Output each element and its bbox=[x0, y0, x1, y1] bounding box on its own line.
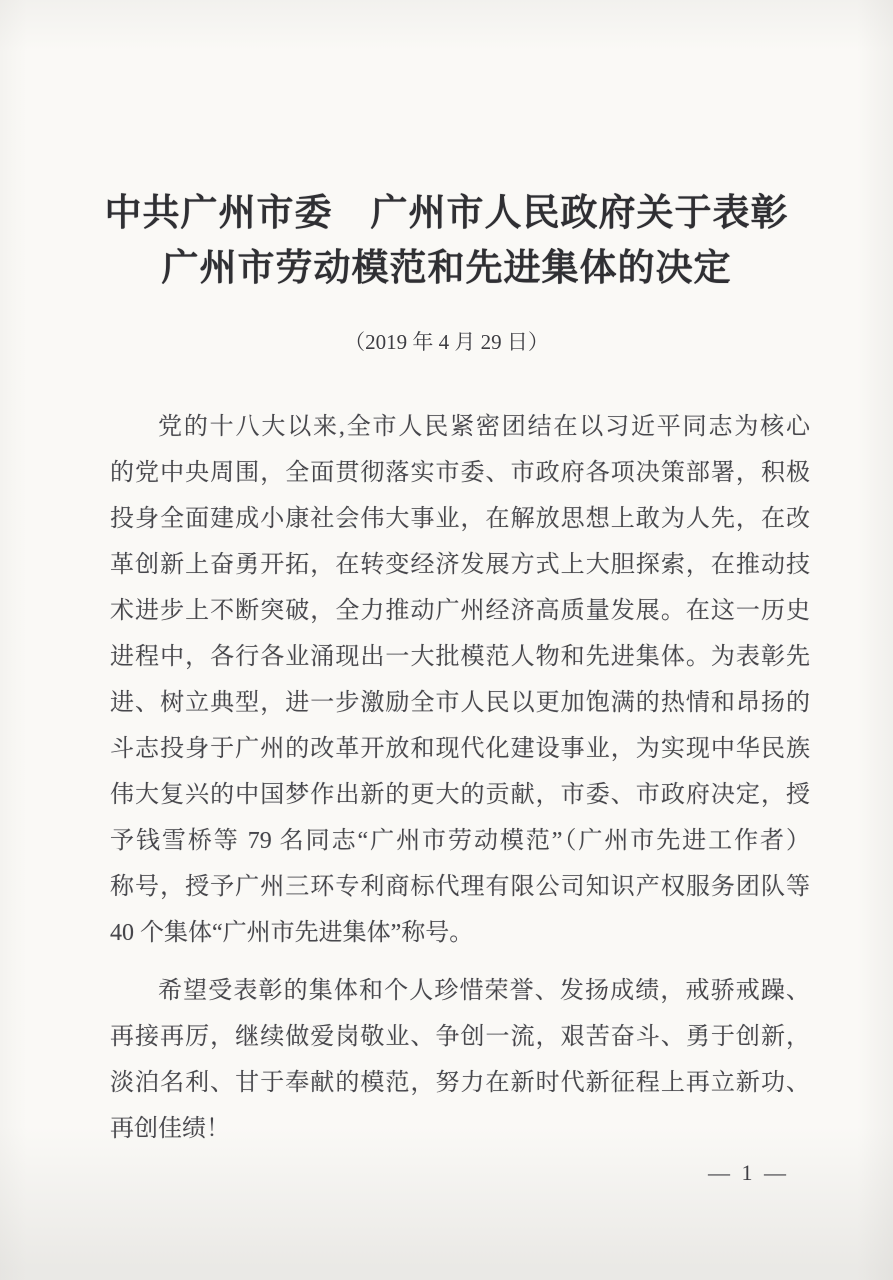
document-title-line-1: 中共广州市委 广州市人民政府关于表彰 bbox=[104, 193, 789, 234]
body-line: 予钱雪桥等 79 名同志“广州市劳动模范”（广州市先进工作者） bbox=[110, 828, 810, 854]
body-line: 党的十八大以来,全市人民紧密团结在以习近平同志为核心 bbox=[158, 414, 810, 440]
body-line: 进程中，各行各业涌现出一大批模范人物和先进集体。为表彰先 bbox=[110, 644, 810, 670]
body-line: 称号，授予广州三环专利商标代理有限公司知识产权服务团队等 bbox=[110, 874, 810, 900]
body-line: 投身全面建成小康社会伟大事业，在解放思想上敢为人先，在改 bbox=[110, 506, 810, 532]
body-line: 进、树立典型，进一步激励全市人民以更加饱满的热情和昂扬的 bbox=[110, 690, 810, 716]
body-line: 术进步上不断突破，全力推动广州经济高质量发展。在这一历史 bbox=[110, 598, 810, 624]
body-line: 淡泊名利、甘于奉献的模范，努力在新时代新征程上再立新功、 bbox=[110, 1070, 810, 1096]
body-line: 40 个集体“广州市先进集体”称号。 bbox=[110, 920, 474, 946]
body-line: 再创佳绩！ bbox=[110, 1116, 230, 1142]
document-title bbox=[0, 186, 893, 296]
body-line: 再接再厉，继续做爱岗敬业、争创一流，艰苦奋斗、勇于创新， bbox=[110, 1024, 810, 1050]
document-title-line-2: 广州市劳动模范和先进集体的决定 bbox=[161, 248, 732, 289]
body-line: 的党中央周围，全面贯彻落实市委、市政府各项决策部署，积极 bbox=[110, 460, 810, 486]
document-body bbox=[110, 404, 810, 1152]
body-line: 斗志投身于广州的改革开放和现代化建设事业，为实现中华民族 bbox=[110, 736, 810, 762]
document-date: （2019 年 4 月 29 日） bbox=[344, 330, 549, 354]
body-line: 伟大复兴的中国梦作出新的更大的贡献，市委、市政府决定，授 bbox=[110, 782, 810, 808]
paragraph-2 bbox=[110, 968, 810, 1152]
body-line: 革创新上奋勇开拓，在转变经济发展方式上大胆探索，在推动技 bbox=[110, 552, 810, 578]
page-number: — 1 — bbox=[708, 1160, 789, 1185]
paragraph-1 bbox=[110, 404, 810, 956]
body-line: 希望受表彰的集体和个人珍惜荣誉、发扬成绩，戒骄戒躁、 bbox=[158, 978, 810, 1004]
